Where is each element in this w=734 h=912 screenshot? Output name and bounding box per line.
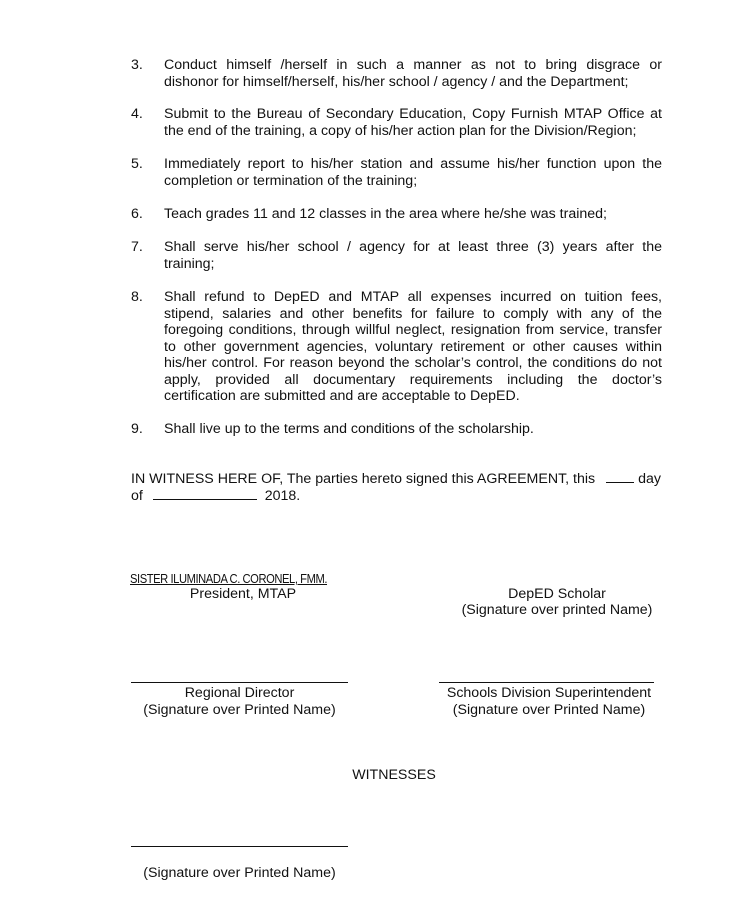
item-text — [164, 239, 662, 272]
item-number: 7. — [131, 239, 143, 255]
item-line: his/her control. For reason beyond the scholar’s control, the conditions do not — [164, 355, 662, 371]
item-number: 8. — [131, 289, 143, 305]
item-text — [164, 289, 662, 405]
scholar-caption: (Signature over printed Name) — [461, 602, 653, 618]
item-line: to other government agencies, voluntary retirement or other causes within — [164, 338, 662, 355]
item-number: 5. — [131, 156, 143, 172]
item-number: 9. — [131, 421, 143, 437]
item-line: Shall serve his/her school / agency for at least three (3) years after the — [164, 239, 662, 255]
witness-signature-line — [131, 846, 348, 847]
item-number: 3. — [131, 57, 143, 73]
item-line: Submit to the Bureau of Secondary Education, Copy Furnish MTAP Office at — [164, 106, 662, 122]
month-blank — [153, 499, 257, 500]
regional-director-title: Regional Director — [184, 685, 295, 701]
item-line: stipend, salaries and other benefits for failure to comply with any of the — [164, 305, 662, 322]
scholar-title: DepED Scholar — [508, 586, 606, 602]
superintendent-signature-line — [439, 682, 654, 683]
witness-caption: (Signature over Printed Name) — [143, 865, 336, 881]
president-name: SISTER ILUMINADA C. CORONEL, FMM. — [130, 571, 328, 586]
item-line: Teach grades 11 and 12 classes in the area where he/she was trained; — [164, 206, 607, 222]
superintendent-caption: (Signature over Printed Name) — [452, 702, 646, 718]
regional-director-caption: (Signature over Printed Name) — [143, 702, 336, 718]
witnesses-heading: WITNESSES — [352, 767, 436, 783]
day-label: day — [638, 471, 661, 487]
item-text — [164, 57, 662, 90]
year-label: 2018. — [264, 487, 301, 504]
item-text — [164, 106, 662, 139]
item-line: Shall live up to the terms and conditions of the scholarship. — [164, 421, 534, 437]
item-number: 6. — [131, 206, 143, 222]
item-line: Conduct himself /herself in such a manner as not to bring disgrace or — [164, 57, 662, 73]
item-line: Immediately report to his/her station and assume his/her function upon the — [164, 156, 662, 172]
of-label: of — [131, 487, 143, 504]
item-line: dishonor for himself/herself, his/her school / agency / and the Department; — [164, 73, 629, 90]
day-blank — [606, 482, 634, 483]
witness-line-2 — [131, 488, 661, 505]
item-line: Shall refund to DepED and MTAP all expenses incurred on tuition fees, — [164, 289, 662, 305]
item-line: training; — [164, 255, 215, 272]
item-text — [164, 206, 662, 223]
item-line: foregoing conditions, through willful neglect, resignation from service, transfer — [164, 322, 662, 338]
item-text — [164, 421, 662, 438]
item-line: completion or termination of the training; — [164, 172, 418, 189]
witness-clause — [131, 471, 661, 504]
regional-director-signature-line — [131, 682, 348, 683]
item-number: 4. — [131, 106, 143, 122]
witness-line-1 — [131, 471, 661, 488]
superintendent-title: Schools Division Superintendent — [446, 685, 652, 701]
item-line: certification are submitted and are acceptable to DepED. — [164, 388, 520, 404]
item-text — [164, 156, 662, 189]
item-line: apply, provided all documentary requirements including the doctor’s — [164, 371, 662, 388]
president-title: President, MTAP — [189, 586, 297, 602]
item-line: the end of the training, a copy of his/her action plan for the Division/Region; — [164, 122, 637, 139]
witness-text: IN WITNESS HERE OF, The parties hereto signed this AGREEMENT, this — [131, 471, 596, 487]
day-field — [606, 471, 661, 488]
